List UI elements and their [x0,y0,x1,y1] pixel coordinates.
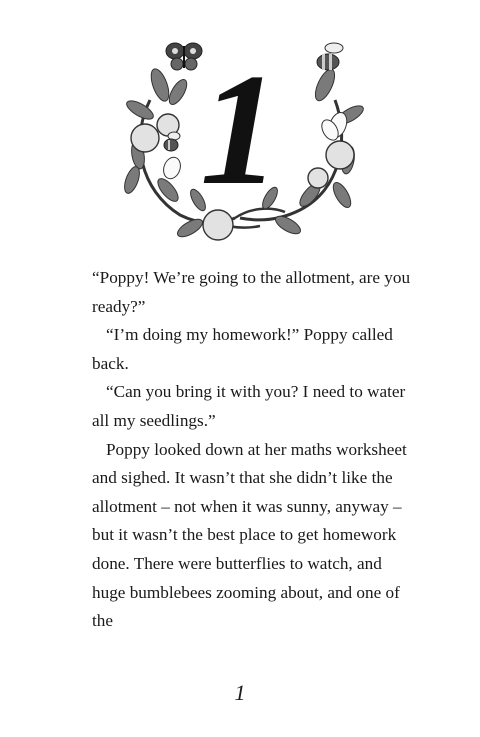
paragraph: “I’m doing my homework!” Poppy called back. [92,325,393,373]
paragraph: Poppy looked down at her maths worksheet and sighed. It wasn’t that she didn’t like the allotment – not when it was sunny, anyway – but it wasn’t the best place to get homework done. There were butterflies to watch, and huge bumblebees zooming about, and one of the [92,439,407,631]
apple [131,124,159,152]
bumblebee-icon [310,40,348,74]
chapter-number-text: 1 [200,48,280,198]
chapter-number [170,48,310,198]
paragraph: “Can you bring it with you? I need to water all my seedlings.” [92,382,406,430]
body-text [92,264,417,636]
paragraph: “Poppy! We’re going to the allotment, are you ready?” [92,268,411,316]
page-number: 1 [234,680,246,705]
